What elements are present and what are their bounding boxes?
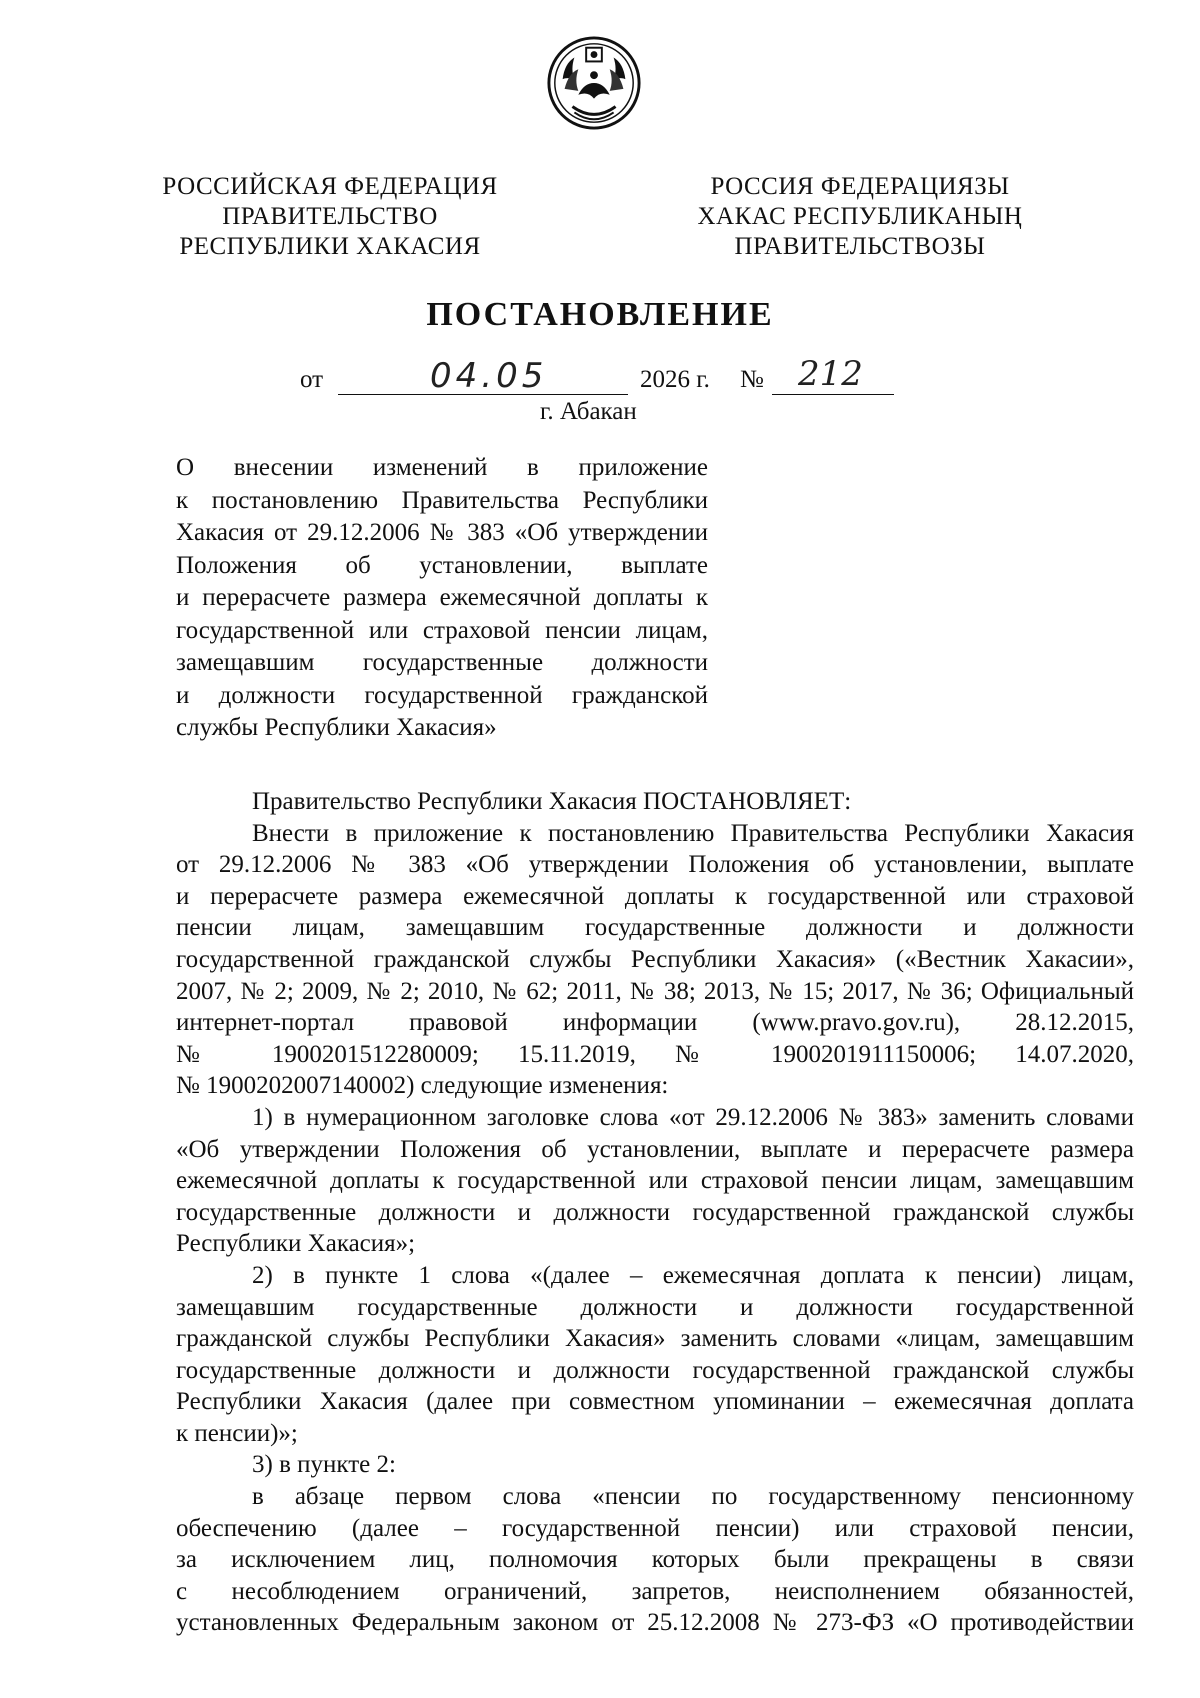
header-right-line: ПРАВИТЕЛЬСТВОЗЫ <box>734 233 986 260</box>
year-label: 2026 г. <box>640 366 710 393</box>
body-line: и перерасчете размера ежемесячной доплаты к государственной или страховой <box>176 882 1134 910</box>
coat-of-arms-emblem <box>545 34 643 132</box>
header-left-line: РОССИЙСКАЯ ФЕДЕРАЦИЯ <box>162 173 498 200</box>
body-line: за исключением лиц, полномочия которых были прекращены в связи <box>176 1546 1134 1574</box>
header-left-line: РЕСПУБЛИКИ ХАКАСИЯ <box>179 233 481 260</box>
city-label: г. Абакан <box>540 398 637 425</box>
body-line: ежемесячной доплаты к государственной или страховой пенсии лицам, замещавшим <box>176 1167 1134 1195</box>
body-line: замещавшим государственные должности и должности государственной <box>176 1293 1134 1321</box>
header-left-block <box>140 172 520 262</box>
body-line: государственные должности и должности государственной гражданской службы <box>176 1198 1134 1226</box>
subject-line: Хакасия от 29.12.2006 № 383 «Об утверждении <box>176 519 708 546</box>
body-line: от 29.12.2006 № 383 «Об утверждении Положения об установлении, выплате <box>176 851 1134 879</box>
handwritten-date: 04.05 <box>430 356 548 396</box>
body-line: № 1900201512280009; 15.11.2019, № 1900201911150006; 14.07.2020, <box>176 1040 1134 1068</box>
body-line: к пенсии)»; <box>176 1419 298 1447</box>
body-line: интернет-портал правовой информации (www.pravo.gov.ru), 28.12.2015, <box>176 1009 1134 1037</box>
body-line: в абзаце первом слова «пенсии по государственному пенсионному <box>252 1483 1134 1511</box>
subject-line: государственной или страховой пенсии лицам, <box>176 616 708 644</box>
subject-line: службы Республики Хакасия» <box>176 714 497 741</box>
body-line: Правительство Республики Хакасия ПОСТАНОВЛЯЕТ: <box>252 788 852 815</box>
body-line: «Об утверждении Положения об установлении, выплате и перерасчете размера <box>176 1135 1134 1163</box>
subject-line: и перерасчете размера ежемесячной доплаты к <box>176 584 708 611</box>
number-sign: № <box>740 366 764 393</box>
document-title: ПОСТАНОВЛЕНИЕ <box>426 296 774 333</box>
date-number-row <box>300 354 920 400</box>
body-line: № 1900202007140002) следующие изменения: <box>176 1072 669 1100</box>
body-line: государственные должности и должности государственной гражданской службы <box>176 1356 1134 1384</box>
subject-block <box>176 452 708 745</box>
body-line: 3) в пункте 2: <box>252 1451 396 1479</box>
body-line: 1) в нумерационном заголовке слова «от 29.12.2006 № 383» заменить словами <box>252 1103 1134 1131</box>
handwritten-number: 212 <box>798 354 863 394</box>
number-underline <box>772 394 894 395</box>
body-line: установленных Федеральным законом от 25.12.2008 № 273-ФЗ «О противодействии <box>176 1609 1134 1637</box>
header-right-block <box>680 172 1040 262</box>
header-left-line: ПРАВИТЕЛЬСТВО <box>222 203 438 230</box>
subject-line: и должности государственной гражданской <box>176 681 708 709</box>
subject-line: замещавшим государственные должности <box>176 649 708 676</box>
body-line: обеспечению (далее – государственной пенсии) или страховой пенсии, <box>176 1514 1134 1542</box>
body-line: 2007, № 2; 2009, № 2; 2010, № 62; 2011, № 38; 2013, № 15; 2017, № 36; Официальный <box>176 977 1134 1005</box>
body-line: гражданской службы Республики Хакасия» заменить словами «лицам, замещавшим <box>176 1325 1134 1353</box>
body-line: пенсии лицам, замещавшим государственные должности и должности <box>176 914 1134 942</box>
body-line: 2) в пункте 1 слова «(далее – ежемесячная доплата к пенсии) лицам, <box>252 1261 1134 1289</box>
body-line: Внести в приложение к постановлению Правительства Республики Хакасия <box>252 819 1134 847</box>
header-right-line: ХАКАС РЕСПУБЛИКАНЫҢ <box>697 203 1023 230</box>
body-line: государственной гражданской службы Республики Хакасия» («Вестник Хакасии», <box>176 945 1134 973</box>
body-line: Республики Хакасия»; <box>176 1230 416 1258</box>
subject-line: Положения об установлении, выплате <box>176 551 708 579</box>
subject-line: к постановлению Правительства Республики <box>176 486 708 514</box>
header-right-line: РОССИЯ ФЕДЕРАЦИЯЗЫ <box>710 173 1010 200</box>
body-line: Республики Хакасия (далее при совместном упоминании – ежемесячная доплата <box>176 1388 1134 1416</box>
subject-line: О внесении изменений в приложение <box>176 454 708 481</box>
date-label: от <box>300 366 324 393</box>
body-line: с несоблюдением ограничений, запретов, неисполнением обязанностей, <box>176 1577 1134 1605</box>
body-text <box>176 786 1134 1639</box>
